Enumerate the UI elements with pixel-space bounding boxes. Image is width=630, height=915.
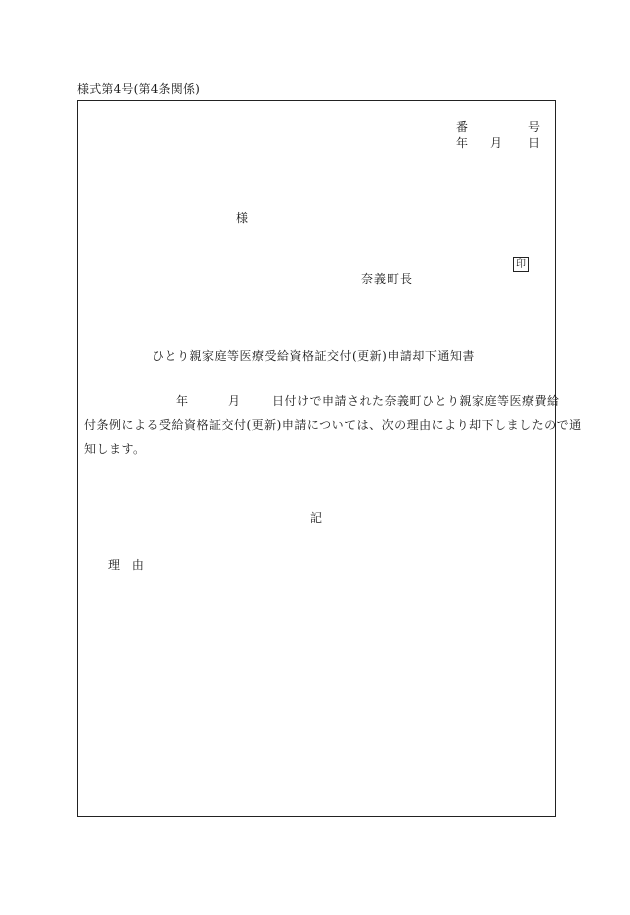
- number-suffix: 号: [528, 120, 541, 134]
- ki-label: 記: [310, 511, 323, 525]
- number-label: 番: [456, 120, 469, 134]
- application-year-label: 年: [176, 394, 189, 408]
- body-line-1: 日付けで申請された奈義町ひとり親家庭等医療費給: [272, 394, 560, 408]
- issue-year-label: 年: [456, 136, 469, 150]
- issue-month-label: 月: [490, 136, 503, 150]
- body-line-2: 付条例による受給資格証交付(更新)申請については、次の理由により却下しましたので通: [84, 418, 582, 432]
- sender-title: 奈義町長: [361, 272, 414, 286]
- document-title: ひとり親家庭等医療受給資格証交付(更新)申請却下通知書: [152, 349, 475, 363]
- issue-day-label: 日: [528, 136, 541, 150]
- seal-stamp: 印: [513, 257, 529, 272]
- addressee-suffix: 様: [236, 211, 249, 225]
- application-month-label: 月: [228, 394, 241, 408]
- body-line-3: 知します。: [84, 442, 146, 456]
- reason-label: 理 由: [108, 558, 144, 572]
- form-number: 様式第4号(第4条関係): [77, 82, 201, 96]
- document-frame: [77, 100, 556, 817]
